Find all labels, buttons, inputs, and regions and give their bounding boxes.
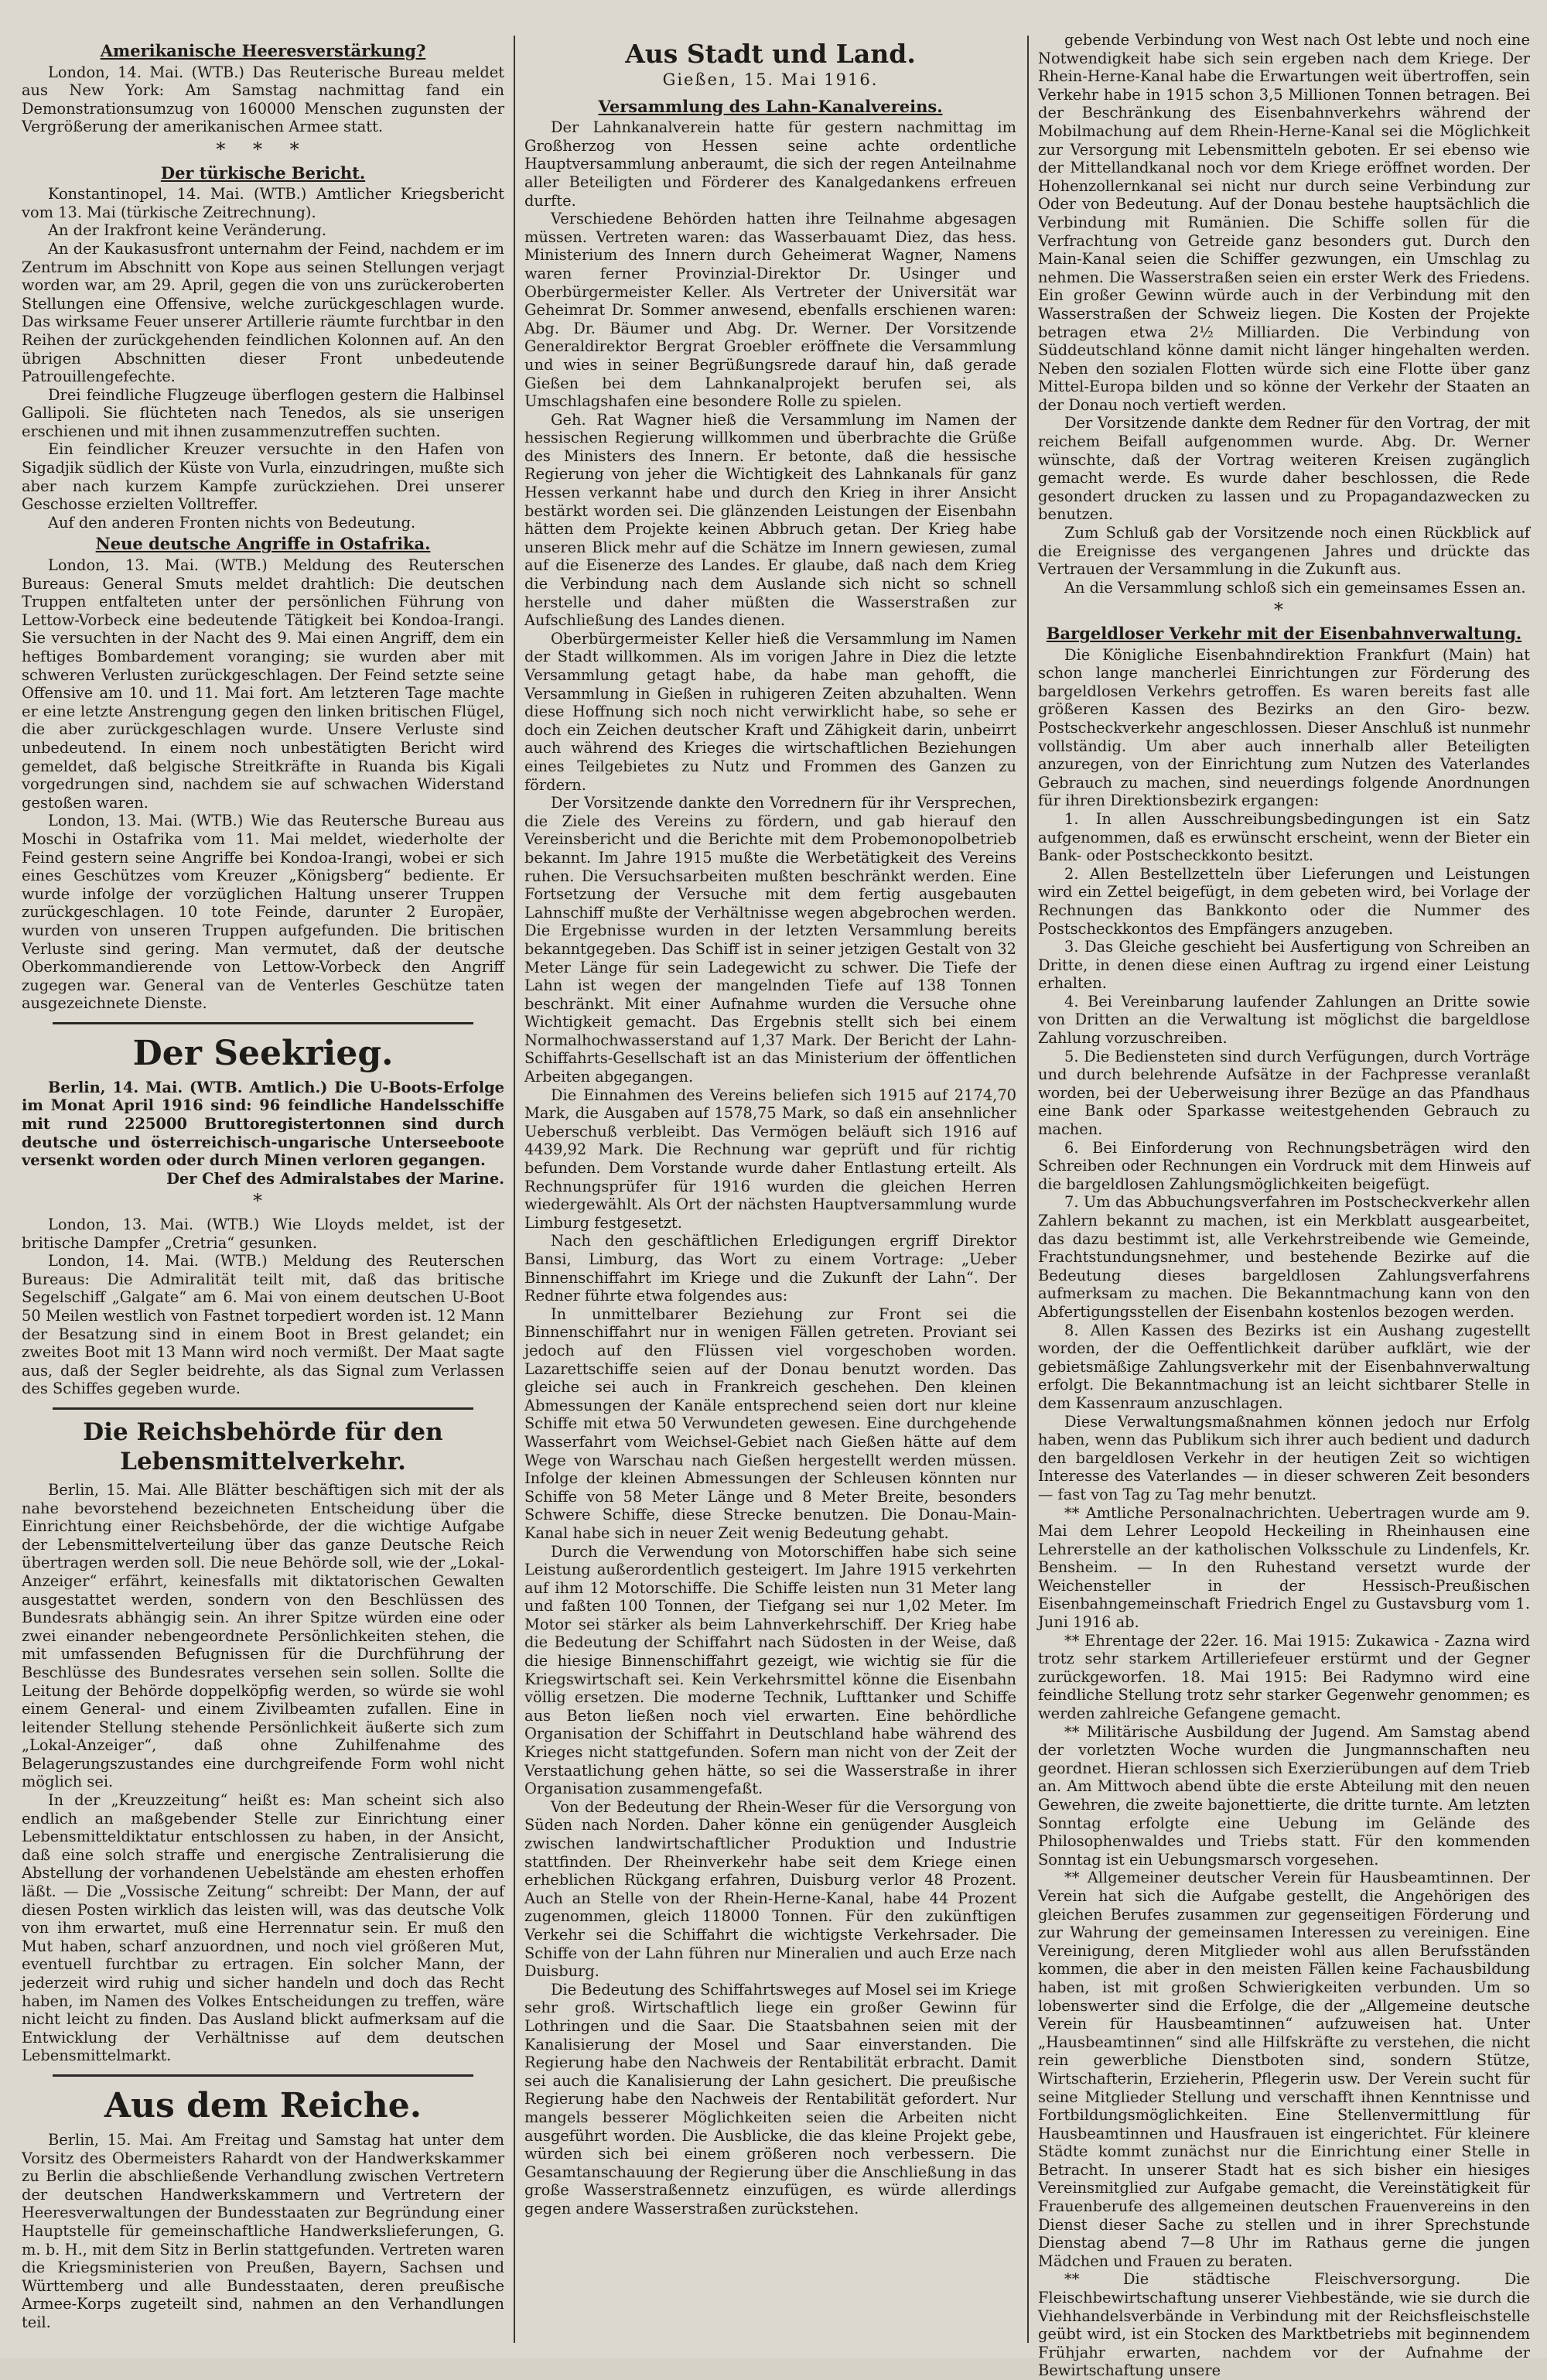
article-paragraph: 3. Das Gleiche geschieht bei Ausfertigung von Schreiben an Dritte, in denen diese einen Auftrag zu irgend einer Leistung erhalten. (1038, 938, 1530, 993)
article-paragraph: 8. Allen Kassen des Bezirks ist ein Aushang zugestellt worden, der die Oeffentlichkeit darüber aufklärt, wie der gebietsmäßige Zahlungsverkehr mit der Eisenbahnverwaltung erfolgt. Die Bekanntmachung ist an leicht sichtbarer Stelle in dem Kassenraum anzuschlagen. (1038, 1321, 1530, 1412)
article-paragraph: An der Irakfront keine Veränderung. (48, 221, 327, 240)
column-2 (524, 39, 1016, 2343)
heading-bargeldloser-verkehr: Bargeldloser Verkehr mit der Eisenbahnverwaltung. (1046, 624, 1522, 643)
article-paragraph: Der Vorsitzende dankte den Vorrednern für ihr Versprechen, die Ziele des Vereins zu fördern, und gab hierauf den Vereinsbericht und die Berichte mit dem Probemonopolbetrieb bekannt. Im Jahre 1915 mußte die Werbetätigkeit des Vereins ruhen. Die Versuchsarbeiten mußten beschränkt werden. Eine Fortsetzung der Versuche mit dem fertig ausgebauten Lahnschiff mußte der Verhältnisse wegen abgebrochen werden. Die Ergebnisse wurden in der letzten Versammlung bereits bekanntgegeben. Das Schiff ist in seiner jetzigen Gestalt von 32 Meter Länge für sein Ladegewicht zu schwer. Die Tiefe der Lahn ist wegen der mangelnden Tiefe auf 138 Tonnen beschränkt. Mit einer Aufnahme wurden die Versuche ohne Wichtigkeit gemacht. Das Ergebnis stellt sich bei einem Normalhochwasserstand auf 1,37 Mark. Der Bericht der Lahn-Schiffahrts-Gesellschaft ist an das Ministerium der öffentlichen Arbeiten abgegangen. (524, 794, 1016, 1086)
article-paragraph: 5. Die Bediensteten sind durch Verfügungen, durch Vorträge und durch belehrende Aufsätze in der Fachpresse veranlaßt worden, bei der Ueberweisung ihrer Bezüge an das Pfandhaus eine Bank oder Sparkasse weitestgehenden Gebrauch zu machen. (1038, 1047, 1530, 1139)
article-paragraph: In der „Kreuzzeitung“ heißt es: Man scheint sich also endlich an maßgebender Stelle zur Einrichtung einer Lebensmitteldiktatur entschlossen zu haben, in der Ansicht, daß eine solch straffe und energische Zentralisierung die Abstellung der vorhandenen Uebelstände am ehesten erhoffen läßt. — Die „Vossische Zeitung“ schreibt: Der Mann, der auf diesen Posten wirklich das leisten will, was das deutsche Volk von ihm erwartet, muß eine Herrennatur sein. Er muß den Mut haben, scharf anzuordnen, und noch viel größeren Mut, eventuell furchtbar zu ertragen. Ein solcher Mann, der jederzeit wird ruhig und sicher handeln und doch das Recht haben, im Namen des Volkes Entscheidungen zu treffen, wäre nicht leicht zu finden. Das Ausland blickt aufmerksam auf die Entwicklung der Verhältnisse auf dem deutschen Lebensmittelmarkt. (22, 1791, 504, 2065)
heading-versammlung-lahn-kanalverein: Versammlung des Lahn-Kanalvereins. (598, 96, 943, 116)
section-divider (53, 1407, 473, 1410)
article-paragraph: Berlin, 15. Mai. Alle Blätter beschäftigen sich mit der als nahe bevorstehend bezeichneten Entscheidung über die Einrichtung einer Reichsbehörde, der die wichtige Aufgabe der Lebensmittelverteilung über das ganze Deutsche Reich übertragen werden soll. Die neue Behörde soll, wie der „Lokal-Anzeiger“ erfährt, keinesfalls mit diktatorischen Gewalten ausgestattet werden, sondern von den Beschlüssen des Bundesrats abhängig sein. An ihrer Spitze würden eine oder zwei einander nebengeordnete Persönlichkeiten stehen, die mit umfassenden Befugnissen für die Durchführung der Beschlüsse des Bundesrates versehen sein sollen. Sollte die Leitung der Behörde doppelköpfig werden, so würde sie wohl einem General- und einem Zivilbeamten zufallen. Eine in leitender Stellung stehende Persönlichkeit äußerte sich zum „Lokal-Anzeiger“, daß ohne Zuhilfenahme des Belagerungszustandes eine durchgreifende Form wohl nicht möglich sei. (22, 1480, 504, 1791)
article-paragraph: Die Bedeutung des Schiffahrtsweges auf Mosel sei im Kriege sehr groß. Wirtschaftlich liege ein großer Gewinn für Lothringen und die Saar. Die Staatsbahnen seien mit der Kanalisierung der Mosel und Saar einverstanden. Die Regierung habe den Nachweis der Rentabilität erbracht. Damit sei auch die Kanalisierung der Lahn gesichert. Die preußische Regierung habe den Nachweis der Rentabilität gefordert. Nur mangels besserer Möglichkeiten seien die Arbeiten nicht ausgeführt worden. Die Ausblicke, die das kleine Projekt gebe, würden sich bei einem größeren noch verbessern. Die Gesamtanschauung der Regierung über die Anschließung in das große Wasserstraßennetz einzufügen, es würde allerdings gegen andere Wasserstraßen zurückstehen. (524, 1980, 1016, 2218)
article-paragraph: London, 13. Mai. (WTB.) Meldung des Reuterschen Bureaus: General Smuts meldet drahtlich: Die deutschen Truppen entfalteten unter der persönlichen Führung von Lettow-Vorbeck eine bedeutende Tätigkeit bei Kondoa-Irangi. Sie versuchten in der Nacht des 9. Mai einen Angriff, dem ein heftiges Bombardement voranging; sie wurden aber mit schweren Verlusten zurückgeschlagen. Der Feind setzte seine Offensive am 10. und 11. Mai fort. Am letzteren Tage machte er eine letzte Anstrengung gegen den linken britischen Flügel, die aber zurückgeschlagen wurde. Unsere Verluste sind unbedeutend. In einem noch unbestätigten Bericht wird gemeldet, daß belgische Streitkräfte in Ruanda bis Kigali vorgedrungen sind, nachdem sie auf schwachen Widerstand gestoßen waren. (22, 556, 504, 812)
article-paragraph: Zum Schluß gab der Vorsitzende noch einen Rückblick auf die Ereignisse des vergangenen Jahres und drückte das Vertrauen der Versammlung in die Zukunft aus. (1038, 524, 1530, 579)
separator: * (1274, 599, 1294, 621)
article-paragraph: Der Vorsitzende dankte dem Redner für den Vortrag, der mit reichem Beifall aufgenommen wurde. Abg. Dr. Werner wünschte, daß der Vortrag weiteren Kreisen zugänglich gemacht werde. Es wurde daher beschlossen, die Rede gesondert drucken zu lassen und zu Propagandazwecken zu benutzen. (1038, 414, 1530, 524)
separator: * (253, 1190, 273, 1212)
article-paragraph: Durch die Verwendung von Motorschiffen habe sich seine Leistung außerordentlich gesteigert. Im Jahre 1915 verkehrten auf ihm 12 Motorschiffe. Die Schiffe leisten nun 31 Meter lang und faßten 100 Tonnen, der Tiefgang sei nur 1,02 Meter. Im Motor sei stärker als beim Lahnverkehrschiff. Der Krieg habe die Bedeutung der Schiffahrt nach Südosten in der Weise, daß die hiesige Binnenschiffahrt gezeigt, wie wichtig sie für die Kriegswirtschaft sei. Kein Verkehrsmittel könne die Eisenbahn völlig ersetzen. Die moderne Technik, Lufttanker und Schiffe aus Beton ließen noch viel erwarten. Eine behördliche Organisation der Schiffahrt in Deutschland habe während des Krieges nicht stattgefunden. Sofern man nicht von der Zeit der Verstaatlichung gehen hätte, so sei die Wasserstraße in ihrer Organisation zusammengefaßt. (524, 1542, 1016, 1798)
article-paragraph: In unmittelbarer Beziehung zur Front sei die Binnenschiffahrt nur in wenigen Fällen getreten. Proviant sei jedoch auf den Flüssen viel vorgeschoben worden. Lazarettschiffe seien auf der Donau benutzt worden. Das gleiche sei auch in Frankreich geschehen. Den kleinen Abmessungen der Kanäle entsprechend seien dort nur kleine Schiffe mit etwa 50 Verwundeten gewesen. Eine durchgehende Wasserfahrt vom Weichsel-Gebiet nach Gießen hätte auf dem Wege von Warschau nach Gießen hergestellt werden müssen. Infolge der kleinen Abmessungen der Schleusen könnten nur Schiffe von 58 Meter Länge und 8 Meter Breite, besonders Schwere Schiffe, diese Strecke benutzen. Die Donau-Main-Kanal habe sich in neuer Zeit wenig Bedeutung gehabt. (524, 1305, 1016, 1542)
heading-aus-stadt-und-land: Aus Stadt und Land. (625, 39, 916, 69)
article-paragraph: London, 13. Mai. (WTB.) Wie Lloyds meldet, ist der britische Dampfer „Cretria“ gesunken. (22, 1216, 504, 1252)
article-paragraph: An die Versammlung schloß sich ein gemeinsames Essen an. (1064, 578, 1526, 597)
section-divider (53, 2074, 473, 2077)
article-paragraph: Die Königliche Eisenbahndirektion Frankfurt (Main) hat schon lange mancherlei Einrichtungen zur Förderung des bargeldlosen Verkehrs getroffen. Es waren bereits fast alle größeren Kassen des Bezirks an den Giro- bezw. Postscheckverkehr angeschlossen. Dieser Anschluß ist nunmehr vollständig. Um aber auch innerhalb aller Beteiligten anzuregen, von der Einrichtung zum Nutzen des Vaterlandes Gebrauch zu machen, sind neuerdings folgende Anordnungen für ihren Direktionsbezirk ergangen: (1038, 645, 1530, 810)
heading-tuerkischer-bericht: Der türkische Bericht. (160, 162, 366, 183)
article-paragraph: Verschiedene Behörden hatten ihre Teilnahme abgesagen müssen. Vertreten waren: das Wasserbauamt Diez, das hess. Ministerium des Innern durch Geheimerat Wagner, Namens waren ferner Provinzial-Direktor Dr. Usinger und Oberbürgermeister Keller. Als Vertreter der Universität war Geheimrat Dr. Sommer anwesend, ebenfalls erschienen waren: Abg. Dr. Bäumer und Abg. Dr. Werner. Der Vorsitzende Generaldirektor Bergrat Groebler eröffnete die Versammlung und wies in seiner Begrüßungsrede darauf hin, daß gerade Gießen bei dem Lahnkanalprojekt berufen sei, als Umschlagshafen eine besondere Rolle zu spielen. (524, 210, 1016, 411)
article-paragraph: Berlin, 15. Mai. Am Freitag und Samstag hat unter dem Vorsitz des Obermeisters Rahardt von der Handwerkskammer zu Berlin die abschließende Verhandlung zwischen Vertretern der deutschen Handwerkskammern und Vertretern der Heeresverwaltungen der Bundesstaaten zur Begründung einer Hauptstelle für gemeinschaftliche Handwerkslieferungen, G. m. b. H., mit dem Sitz in Berlin stattgefunden. Vertreten waren die Kriegsministerien von Preußen, Bayern, Sachsen und Württemberg und alle Bundesstaaten, deren preußische Armee-Korps zugeteilt sind, nahmen an den Verhandlungen teil. (22, 2130, 504, 2331)
article-paragraph: ** Allgemeiner deutscher Verein für Hausbeamtinnen. Der Verein hat sich die Aufgabe gestellt, die Angehörigen des gleichen Berufes zusammen zur gegenseitigen Förderung und zur Wahrung der gemeinsamen Interessen zu vereinigen. Eine Vereinigung, deren Mitglieder wohl aus allen Berufsständen kommen, die aber in den meisten Fällen keine Fachausbildung haben, ist mit großen Schwierigkeiten verbunden. Um so lobenswerter sind die Erfolge, die der „Allgemeine deutsche Verein für Hausbeamtinnen“ aufzuweisen hat. Unter „Hausbeamtinnen“ sind alle Hilfskräfte zu verstehen, die nicht rein gewerbliche Dienstboten sind, sondern Stütze, Wirtschafterin, Erzieherin, Pflegerin usw. Der Verein sucht für seine Mitglieder Stellung und verschafft ihnen Kenntnisse und Fortbildungsmöglichkeiten. Eine Stellenvermittlung für Hausbeamtinnen und Hausfrauen ist eingerichtet. Für kleinere Städte kommt zunächst nur die Einrichtung einer Stelle in Betracht. In unserer Stadt hat es sich bisher ein hiesiges Vereinsmitglied zur Aufgabe gemacht, die Vereinstätigkeit für Frauenberufe des allgemeinen deutschen Frauenvereins in den Dienst dieser Sache zu stellen und in ihrer Sprechstunde Dienstag abend 7—8 Uhr im Rathaus gerne die jungen Mädchen und Frauen zu beraten. (1038, 1869, 1530, 2270)
dateline: Gießen, 15. Mai 1916. (662, 70, 879, 89)
column-3 (1038, 31, 1530, 2380)
article-paragraph: Ein feindlicher Kreuzer versuchte in den Hafen von Sigadjik südlich der Küste von Vurla, einzudringen, mußte sich aber nach kurzem Kampfe zurückziehen. Drei unserer Geschosse erzielten Volltreffer. (22, 440, 504, 514)
article-paragraph: 4. Bei Vereinbarung laufender Zahlungen an Dritte sowie von Dritten an die Verwaltung ist möglichst die bargeldlose Zahlung vorzuschreiben. (1038, 992, 1530, 1048)
article-paragraph: Drei feindliche Flugzeuge überflogen gestern die Halbinsel Gallipoli. Sie flüchteten nach Tenedos, als sie unserigen erschienen und mit ihnen zusammenzutreffen suchten. (22, 385, 504, 440)
column-1 (22, 39, 504, 2343)
article-paragraph: ** Die städtische Fleischversorgung. Die Fleischbewirtschaftung unserer Viehbestände, wie sie durch die Viehhandelsverbände in Verbindung mit der Reichsfleischstelle geübt wird, ist ein Stocken des Marktbetriebs mit beginnendem Frühjahr erwarten, nachdem vor der Aufnahme der Bewirtschaftung unsere (1038, 2270, 1530, 2380)
article-paragraph: Geh. Rat Wagner hieß die Versammlung im Namen der hessischen Regierung willkommen und überbrachte die Grüße des Ministers des Innern. Er betonte, daß die hessische Regierung von jeher die Wichtigkeit des Lahnkanals für ganz Hessen verkannt habe und durch den Krieg in ihrer Ansicht bestärkt worden sei. Die glänzenden Leistungen der Eisenbahn hätten dem Projekte keinen Abbruch getan. Der Krieg habe unseren Blick mehr auf die Schätze im Innern gewiesen, zumal auf die Eisenerze des Landes. Er glaube, daß nach dem Krieg die Verbindung nach dem Auslande sich nicht so schnell herstelle und daher müßten die Wasserstraßen zur Aufschließung des Landes dienen. (524, 410, 1016, 630)
heading-aus-dem-reiche: Aus dem Reiche. (104, 2085, 422, 2125)
article-paragraph: 2. Allen Bestellzetteln über Lieferungen und Leistungen wird ein Zettel beigefügt, in dem gebeten wird, bei Vorlage der Rechnungen das Bankkonto oder die Nummer des Postscheckkontos des Empfängers anzugeben. (1038, 864, 1530, 938)
heading-reichsbehoerde: Die Reichsbehörde für den Lebensmittelverkehr. (83, 1417, 443, 1476)
article-paragraph: London, 14. Mai. (WTB.) Meldung des Reuterschen Bureaus: Die Admiralität teilt mit, daß das britische Segelschiff „Galgate“ am 6. Mai von einem deutschen U-Boot 50 Meilen westlich von Fastnet torpediert worden ist. 12 Mann der Besatzung sind in einem Boot in Brest gelandet; ein zweites Boot mit 13 Mann wird noch vermißt. Der Maat sagte aus, daß der Segler beidrehte, als das Signal zum Verlassen des Schiffes gegeben wurde. (22, 1252, 504, 1398)
column-rule-right (1027, 36, 1029, 2343)
article-paragraph: Konstantinopel, 14. Mai. (WTB.) Amtlicher Kriegsbericht vom 13. Mai (türkische Zeitrechnung). (22, 185, 504, 221)
article-paragraph: ** Militärische Ausbildung der Jugend. Am Samstag abend der vorletzten Woche wurden die Jungmannschaften neu geordnet. Hieran schlossen sich Exerzierübungen auf dem Trieb an. Am Mittwoch abend übte die erste Abteilung mit den neuen Gewehren, die zweite bajonettierte, die dritte turnte. Am letzten Sonntag erfolgte eine Uebung im Gelände des Philosophenwaldes und Triebs statt. Für den kommenden Sonntag ist ein Uebungsmarsch vorgesehen. (1038, 1722, 1530, 1869)
article-paragraph: London, 13. Mai. (WTB.) Wie das Reutersche Bureau aus Moschi in Ostafrika vom 11. Mai meldet, wiederholte der Feind gestern seine Angriffe bei Kondoa-Irangi, wobei er sich eines Geschützes vom Kreuzer „Königsberg“ bediente. Er wurde infolge der vorzüglichen Haltung unserer Truppen zurückgeschlagen. 10 tote Feinde, darunter 2 Europäer, wurden von unseren Truppen aufgefunden. Die britischen Verluste sind gering. Man vermutet, daß der deutsche Oberkommandierende von Lettow-Vorbeck den Angriff zugegen war. General van de Venterles Geschütze taten ausgezeichnete Dienste. (22, 812, 504, 1013)
heading-ostafrika: Neue deutsche Angriffe in Ostafrika. (95, 534, 431, 554)
article-paragraph: Auf den anderen Fronten nichts von Bedeutung. (48, 513, 416, 532)
article-paragraph: ** Ehrentage der 22er. 16. Mai 1915: Zukawica - Zazna wird trotz sehr starkem Artilleriefeuer erstürmt und der Gegner zurückgeworfen. 18. Mai 1915: Bei Radymno wird eine feindliche Stellung trotz sehr starker Gegenwehr genommen; es werden zahlreiche Gefangene gemacht. (1038, 1631, 1530, 1723)
article-paragraph: 1. In allen Ausschreibungsbedingungen ist ein Satz aufgenommen, daß es erwünscht erscheint, wenn der Bieter ein Bank- oder Postscheckkonto besitzt. (1038, 809, 1530, 865)
article-paragraph: An der Kaukasusfront unternahm der Feind, nachdem er im Zentrum im Abschnitt von Kope aus seinen Stellungen verjagt worden war, am 29. April, gegen die von uns zurückeroberten Stellungen eine Offensive, welche zurückgeschlagen wurde. Das wirksame Feuer unserer Artillerie räumte furchtbar in den Reihen der zurückgehenden feindlichen Kolonnen auf. An den übrigen Abschnitten dieser Front unbedeutende Patrouillengefechte. (22, 239, 504, 386)
article-paragraph: Von der Bedeutung der Rhein-Weser für die Versorgung von Süden nach Norden. Daher könne ein genügender Ausgleich zwischen landwirtschaftlicher Produktion und Industrie stattfinden. Der Rheinverkehr habe seit dem Kriege einen erheblichen Rückgang erfahren, Duisburg verlor 48 Prozent. Auch an Stelle von der Rhein-Herne-Kanal, habe 44 Prozent zugenommen, gleich 118000 Tonnen. Für den zukünftigen Verkehr sei die Schiffahrt die wichtigste Verkehrsader. Die Schiffe von der Lahn führen nur Mineralien und auch Erze nach Duisburg. (524, 1797, 1016, 1981)
article-paragraph: Der Lahnkanalverein hatte für gestern nachmittag im Großherzog von Hessen seine achte ordentliche Hauptversammlung anberaumt, die sich der regen Anteilnahme aller Beteiligten und Förderer des Kanalgedankens erfreuen durfte. (524, 118, 1016, 210)
article-paragraph: 7. Um das Abbuchungsverfahren im Postscheckverkehr allen Zahlern bekannt zu machen, ist ein Merkblatt ausgearbeitet, das dazu bestimmt ist, alle Verkehrstreibende wie Gemeinde, Frachtstundungsnehmer, und bestehende Bezirke auf die Bedeutung dieses bargeldlosen Zahlungsverfahrens aufmerksam zu machen. Die Bekanntmachung kann von den Abfertigungsstellen der Eisenbahn kostenlos bezogen werden. (1038, 1193, 1530, 1321)
article-paragraph: Oberbürgermeister Keller hieß die Versammlung im Namen der Stadt willkommen. Als im vorigen Jahre in Diez die letzte Versammlung getagt habe, da habe man gehofft, die Versammlung in Gießen in ruhigeren Zeiten abzuhalten. Wenn diese Hoffnung sich noch nicht verwirklicht habe, so sehe er doch ein Zeichen deutscher Kraft und Zähigkeit darin, unbeirrt auch während des Krieges die wirtschaftlichen Beziehungen eines Teilgebietes zu Nutz und Frommen des Ganzen zu fördern. (524, 629, 1016, 794)
column-rule-left (514, 36, 515, 2343)
article-paragraph: ** Amtliche Personalnachrichten. Uebertragen wurde am 9. Mai dem Lehrer Leopold Heckeiling in Rheinhausen eine Lehrerstelle an der katholischen Volksschule zu Lindenfels, Kr. Bensheim. — In den Ruhestand versetzt wurde der Weichensteller in der Hessisch-Preußischen Eisenbahngemeinschaft Friedrich Engel zu Gustavsburg vom 1. Juni 1916 ab. (1038, 1503, 1530, 1632)
article-paragraph: 6. Bei Einforderung von Rechnungsbeträgen wird den Schreiben oder Rechnungen ein Vordruck mit dem Hinweis auf die bargeldlosen Zahlungsmöglichkeiten beigefügt. (1038, 1138, 1530, 1193)
separator: * * * (216, 138, 310, 160)
heading-heeresverstaerkung: Amerikanische Heeresverstärkung? (100, 41, 426, 60)
article-paragraph: Diese Verwaltungsmaßnahmen können jedoch nur Erfolg haben, wenn das Publikum sich ihrer auch bedient und dadurch den bargeldlosen Verkehr in der heutigen Zeit so wichtigen Interesse des Vaterlandes — in dieser schweren Zeit besonders — fast von Tag zu Tag mehr benutzt. (1038, 1412, 1530, 1503)
article-paragraph: Die Einnahmen des Vereins beliefen sich 1915 auf 2174,70 Mark, die Ausgaben auf 1578,75 Mark, so daß ein ansehnlicher Ueberschuß verbleibt. Das Vermögen beläuft sich 1916 auf 4439,92 Mark. Die Rechnung war geprüft und für richtig befunden. Dem Vorstande wurde daher Entlastung erteilt. Als Rechnungsprüfer für 1916 wurden die gleichen Herren wiedergewählt. Als Ort der nächsten Hauptversammlung wurde Limburg festgesetzt. (524, 1086, 1016, 1232)
article-signature: Der Chef des Admiralstabes der Marine. (166, 1169, 504, 1188)
article-paragraph: Berlin, 14. Mai. (WTB. Amtlich.) Die U-Boots-Erfolge im Monat April 1916 sind: 96 feindliche Handelsschiffe mit rund 225000 Bruttoregistertonnen sind durch deutsche und österreichisch-ungarische Unterseeboote versenkt worden oder durch Minen verloren gegangen. (22, 1078, 504, 1170)
section-divider (53, 1022, 473, 1024)
heading-seekrieg: Der Seekrieg. (132, 1033, 394, 1073)
article-paragraph: gebende Verbindung von West nach Ost lebte und noch eine Notwendigkeit habe sich sein ergeben nach dem Kriege. Der Rhein-Herne-Kanal habe die Erwartungen weit übertroffen, sein Verkehr habe in 1915 schon 3,5 Millionen Tonnen betragen. Bei der Beschränkung des Eisenbahnverkehrs während der Mobilmachung auf dem Rhein-Herne-Kanal sei die Möglichkeit zur Versorgung mit Lebensmitteln geboten. Er sei ebenso wie der Mittellandkanal noch vor dem Kriege eröffnet worden. Der Hohenzollernkanal sei nicht nur durch seine Verbindung zur Oder von Bedeutung. Auf der Donau bestehe hauptsächlich die Verbindung mit Rumänien. Die Schiffe sollen für die Verfrachtung von Getreide ganz besonders gut. Durch den Main-Kanal seien die Schiffer gezwungen, ein Umschlag zu nehmen. Die Wasserstraßen seien ein erster Werk des Friedens. Ein großer Gewinn würde auch in der Verbindung mit den Wasserstraßen der Schweiz liegen. Die Kosten der Projekte betragen etwa 2½ Milliarden. Die Verbindung von Süddeutschland könne damit nicht länger hingehalten werden. Neben den sozialen Flotten würde sich eine Flotte über ganz Mittel-Europa bilden und so könne der Verkehr der Staaten an der Donau noch vertieft werden. (1038, 31, 1530, 414)
article-paragraph: Nach den geschäftlichen Erledigungen ergriff Direktor Bansi, Limburg, das Wort zu einem Vortrage: „Ueber Binnenschiffahrt im Kriege und die Zukunft der Lahn“. Der Redner führte etwa folgendes aus: (524, 1232, 1016, 1305)
article-paragraph: London, 14. Mai. (WTB.) Das Reuterische Bureau meldet aus New York: Am Samstag nachmittag fand ein Demonstrationsumzug von 160000 Menschen zugunsten der Vergrößerung der amerikanischen Armee statt. (22, 63, 504, 136)
